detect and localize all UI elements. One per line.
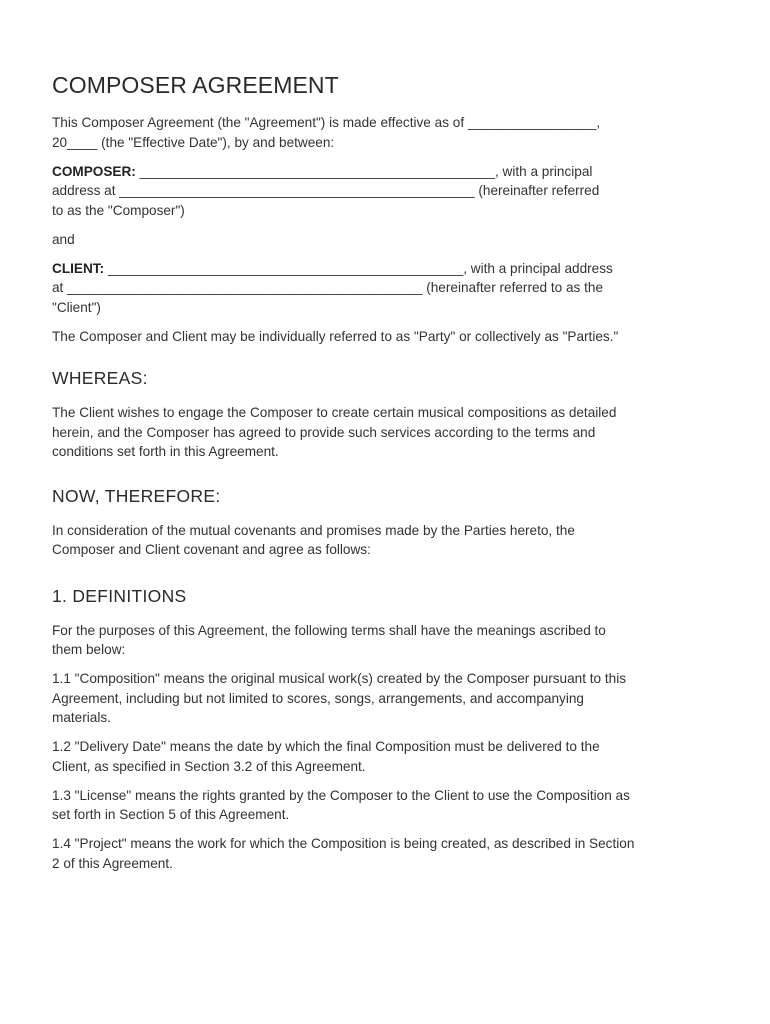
parties-paragraph: The Composer and Client may be individually referred to as "Party" or collectively as "Parties." [52, 328, 619, 344]
composer-line-2: address at _______________________________________________ (hereinafter referred [52, 183, 600, 198]
definitions-intro-line-2: them below: [52, 642, 126, 657]
intro-line-2: 20____ (the "Effective Date"), by and between: [52, 134, 335, 150]
now-therefore-line-1: In consideration of the mutual covenants and promises made by the Parties hereto, the [52, 522, 575, 538]
definitions-heading: 1. DEFINITIONS [52, 585, 187, 606]
whereas-line-3: conditions set forth in this Agreement. [52, 444, 279, 459]
definition-1-1-line-2: Agreement, including but not limited to scores, songs, arrangements, and accompanying [52, 690, 584, 706]
definition-1-1 [52, 669, 718, 728]
now-therefore-heading: NOW, THEREFORE: [52, 485, 221, 506]
client-line-1: _______________________________________________, with a principal address [104, 260, 613, 276]
whereas-paragraph [52, 403, 718, 462]
whereas-heading: WHEREAS: [52, 368, 148, 388]
composer-label: COMPOSER: [52, 163, 136, 179]
definition-1-2 [52, 737, 718, 776]
client-label: CLIENT: [52, 260, 105, 276]
definitions-intro-line-1: For the purposes of this Agreement, the following terms shall have the meanings ascribed to [52, 622, 606, 638]
definition-1-4-line-1: 1.4 "Project" means the work for which the Composition is being created, as described in Section [52, 836, 635, 851]
composer-paragraph [52, 162, 718, 221]
definition-1-4 [52, 834, 718, 873]
whereas-line-2: herein, and the Composer has agreed to provide such services according to the terms and [52, 424, 596, 440]
definition-1-1-line-1: 1.1 "Composition" means the original musical work(s) created by the Composer pursuant to this [52, 671, 627, 686]
composer-line-1: _______________________________________________, with a principal [135, 163, 593, 179]
definitions-intro [52, 621, 718, 660]
now-therefore-paragraph [52, 521, 718, 560]
and-paragraph: and [52, 231, 75, 247]
client-paragraph [52, 259, 718, 318]
definition-1-4-line-2: 2 of this Agreement. [52, 855, 173, 871]
definition-1-2-line-1: 1.2 "Delivery Date" means the date by which the final Composition must be delivered to the [52, 739, 600, 754]
whereas-line-1: The Client wishes to engage the Composer to create certain musical compositions as detailed [52, 405, 617, 420]
now-therefore-line-2: Composer and Client covenant and agree as follows: [52, 542, 371, 557]
client-line-2: at _______________________________________________ (hereinafter referred to as the [52, 280, 604, 295]
intro-paragraph [52, 113, 718, 152]
definition-1-3 [52, 786, 718, 825]
definition-1-2-line-2: Client, as specified in Section 3.2 of this Agreement. [52, 758, 366, 774]
definition-1-3-line-1: 1.3 "License" means the rights granted by the Composer to the Client to use the Composition as [52, 787, 630, 803]
intro-line-1: This Composer Agreement (the "Agreement") is made effective as of _________________, [52, 115, 601, 130]
definition-1-3-line-2: set forth in Section 5 of this Agreement. [52, 807, 290, 822]
client-line-3: "Client") [52, 299, 101, 315]
document-title: COMPOSER AGREEMENT [52, 72, 339, 98]
composer-line-3: to as the "Composer") [52, 202, 185, 218]
definition-1-1-line-3: materials. [52, 710, 111, 725]
